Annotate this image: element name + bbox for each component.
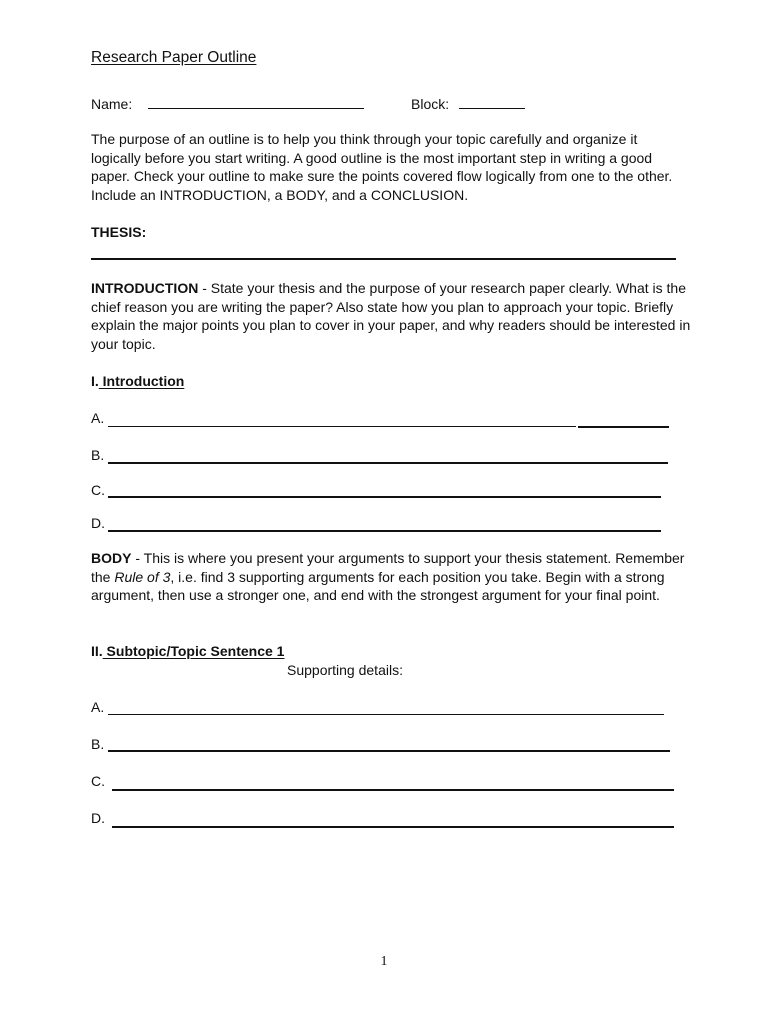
section-one-field-b[interactable] — [108, 462, 668, 464]
body-paragraph — [91, 549, 691, 605]
thesis-label: THESIS: — [91, 224, 147, 240]
page-number: 1 — [380, 954, 388, 969]
item-label: D. — [91, 515, 105, 531]
section-two-field-a[interactable] — [108, 714, 664, 715]
item-label: A. — [91, 699, 105, 715]
body-text-end: , i.e. find 3 supporting arguments for each position you take. Begin with a strong argument, then use a stronger one, and end with the strongest argument for your final point. — [91, 568, 665, 603]
item-label: D. — [91, 810, 105, 826]
section-one-field-a-extension[interactable] — [578, 426, 669, 428]
section-two-field-d[interactable] — [112, 826, 674, 828]
body-heading: BODY — [91, 550, 132, 566]
section-two-item-b — [91, 736, 108, 754]
section-two-heading — [91, 643, 284, 659]
name-label: Name: — [91, 96, 133, 112]
thesis-field[interactable] — [91, 258, 676, 260]
introduction-heading: INTRODUCTION — [91, 280, 199, 296]
page-title: Research Paper Outline — [91, 49, 257, 66]
block-label: Block: — [411, 96, 450, 112]
item-label: C. — [91, 773, 105, 789]
body-text-start: - This is where you present your arguments to support your thesis statement. Remember the — [91, 550, 685, 585]
introduction-text: - State your thesis and the purpose of your research paper clearly. What is the chief reason you are writing the paper? Also state how you plan to approach your topic. Briefly explain the major points you plan to cover in your paper, and why readers should be interested in your topic. — [91, 280, 691, 352]
section-two-field-c[interactable] — [112, 789, 674, 791]
section-two-item-d — [91, 810, 108, 828]
section-one-item-c — [91, 482, 108, 500]
name-field-row — [91, 94, 364, 114]
section-one-item-b — [91, 447, 108, 465]
section-one-numeral: I. — [91, 373, 99, 389]
section-one-field-d[interactable] — [108, 530, 661, 532]
section-two-numeral: II. — [91, 643, 103, 659]
section-two-item-c — [91, 773, 108, 791]
section-one-heading — [91, 373, 184, 389]
item-label: A. — [91, 410, 105, 426]
section-two-title: Subtopic/Topic Sentence 1 — [102, 643, 285, 659]
item-label: B. — [91, 736, 105, 752]
section-two-item-a — [91, 699, 108, 717]
section-one-item-d — [91, 515, 108, 533]
section-one-field-c[interactable] — [108, 496, 661, 498]
section-one-item-a — [91, 410, 108, 428]
supporting-details-label: Supporting details: — [287, 662, 403, 678]
section-two-field-b[interactable] — [108, 750, 670, 752]
rule-of-three: Rule of 3 — [114, 568, 171, 585]
block-field[interactable] — [459, 94, 525, 109]
item-label: B. — [91, 447, 105, 463]
section-one-field-a[interactable] — [108, 426, 576, 427]
section-one-title: Introduction — [98, 373, 185, 389]
name-field[interactable] — [148, 94, 364, 109]
block-field-row — [411, 94, 525, 114]
item-label: C. — [91, 482, 105, 498]
introduction-paragraph — [91, 279, 691, 353]
purpose-paragraph: The purpose of an outline is to help you think through your topic carefully and organize it logically before you start writing. A good outline is the most important step in writing a good paper. Check your outline to make sure the points covered flow logically from one to the other. Include an INTRODUCTION, a BODY, and a CONCLUSION. — [91, 131, 673, 203]
